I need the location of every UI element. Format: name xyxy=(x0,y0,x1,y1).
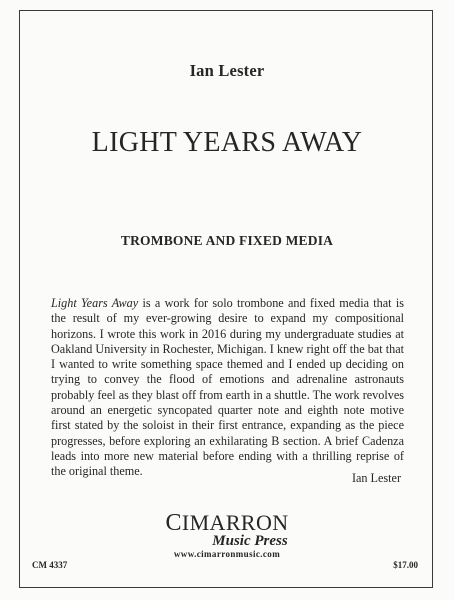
program-note-signature: Ian Lester xyxy=(351,471,401,485)
publisher-url: www.cimarronmusic.com xyxy=(173,549,281,559)
catalog-number: CM 4337 xyxy=(32,560,68,570)
publisher-logo-initial: C xyxy=(165,510,182,536)
program-note xyxy=(51,296,404,480)
work-title: LIGHT YEARS AWAY xyxy=(91,127,363,158)
composer-name: Ian Lester xyxy=(189,61,265,80)
price: $17.00 xyxy=(393,560,418,570)
publisher-logo-subtitle: Music Press xyxy=(212,533,288,549)
program-note-text: is a work for solo trombone and fixed media that is the result of my ever-growing desire to expand my compositional horizons. I wrote this work in 2016 during my undergraduate studies at Oakland University in Rochester, Michigan. I knew right off the bat that I wanted to write something space themed and I ended up deciding on trying to convey the flood of emotions and adrenaline astronauts probably feel as they blast off from earth in a shuttle. The work revolves around an energetic syncopated quarter note and eighth note motive first stated by the soloist in their first entrance, expanding as the piece progresses, before exploring an exhilarating B section. A brief Cadenza leads into more new material before ending with a thrilling reprise of the original theme. xyxy=(51,296,404,479)
publisher-logo xyxy=(0,512,454,560)
publisher-logo-name xyxy=(0,512,454,534)
program-note-work-title: Light Years Away xyxy=(51,296,139,310)
publisher-logo-rest: IMARRON xyxy=(181,510,289,535)
instrumentation: TROMBONE AND FIXED MEDIA xyxy=(120,233,334,248)
